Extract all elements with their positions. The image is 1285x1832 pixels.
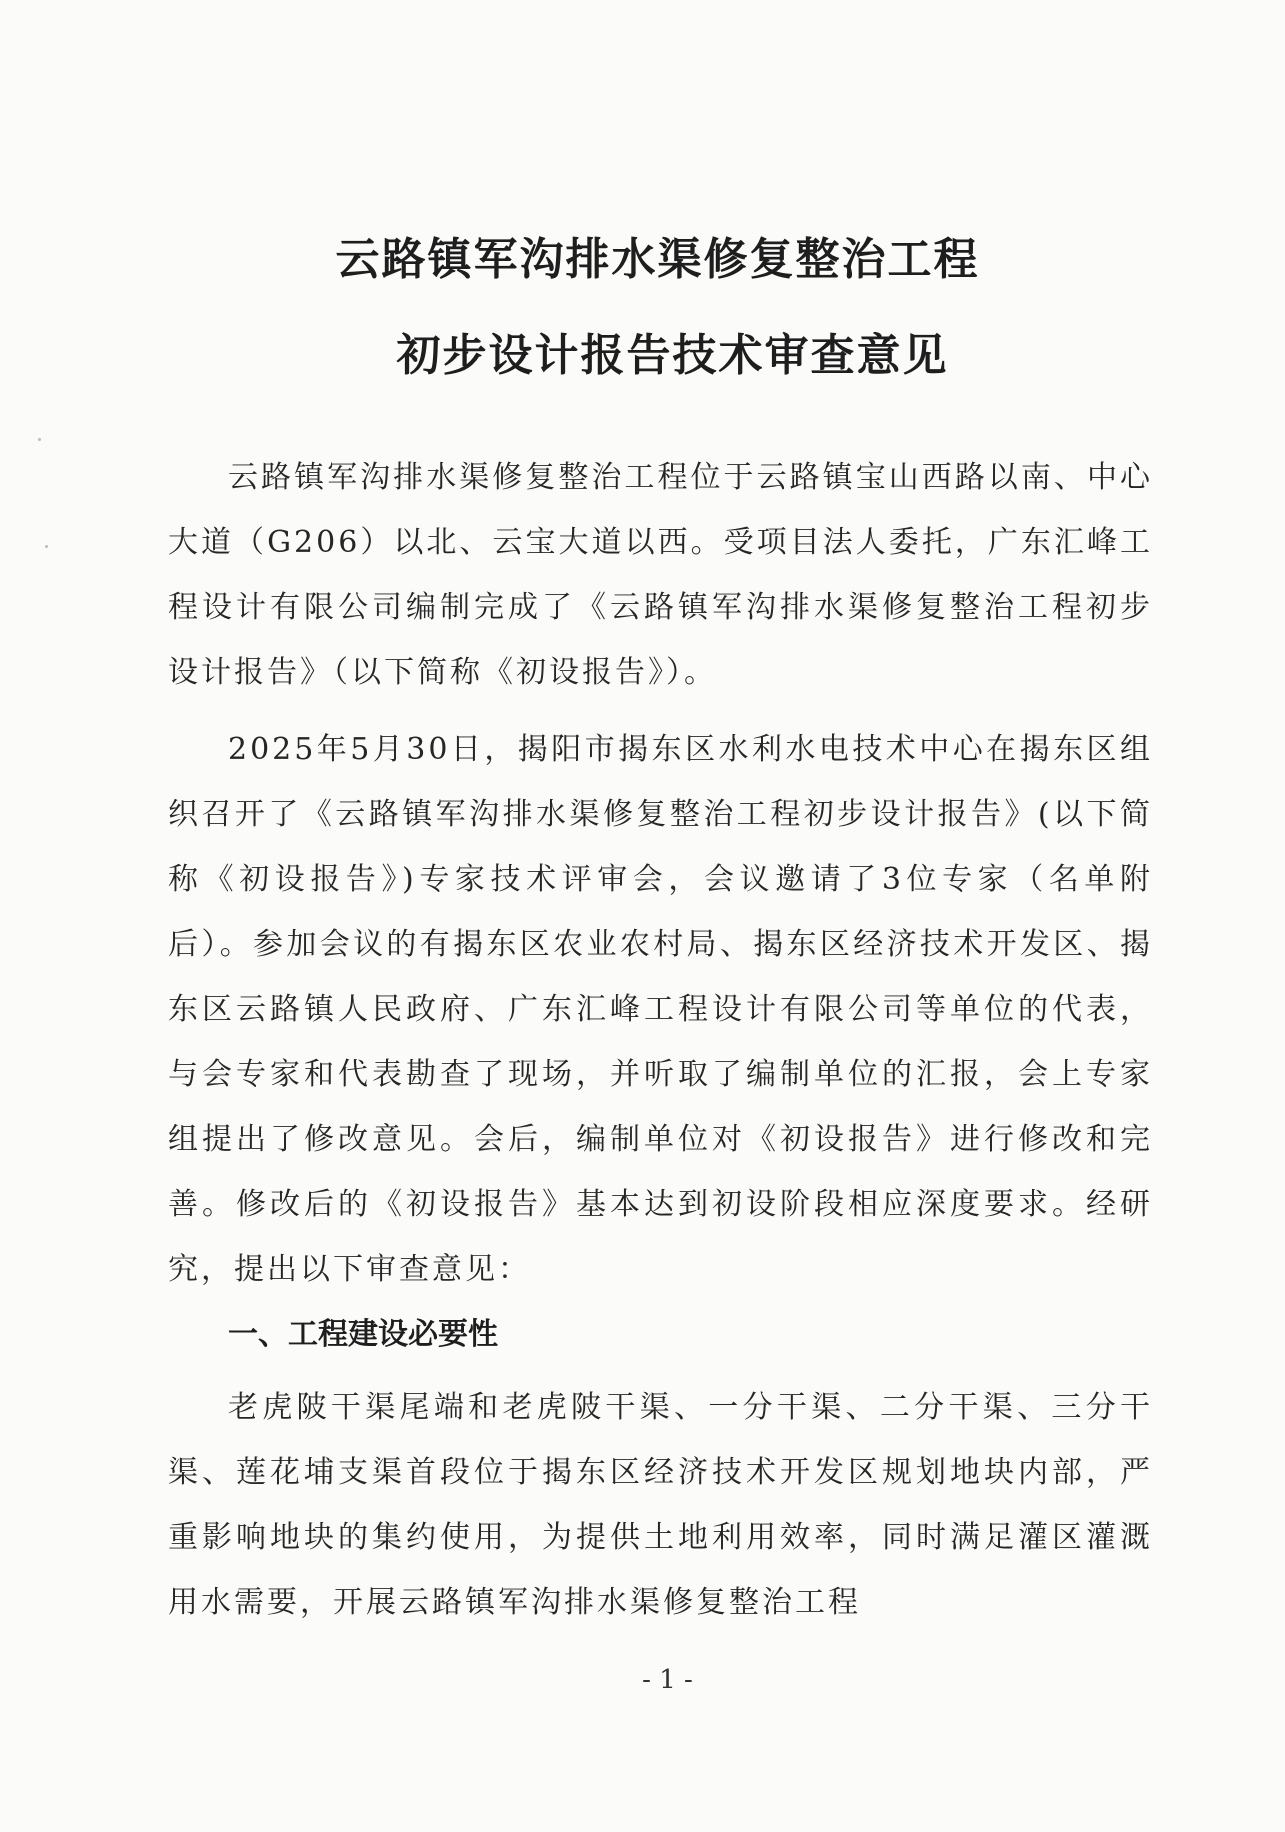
- paragraph-intro: 云路镇军沟排水渠修复整治工程位于云路镇宝山西路以南、中心大道（G206）以北、云宝大道以西。受项目法人委托，广东汇峰工程设计有限公司编制完成了《云路镇军沟排水渠修复整治工程初步设计报告》（以下简称《初设报告》）。: [168, 460, 1153, 690]
- scan-speck: [38, 438, 41, 441]
- document-body: [168, 445, 1153, 1635]
- document-title: [0, 212, 1285, 404]
- scan-speck: [45, 545, 48, 548]
- page-number: - 1 -: [642, 1665, 693, 1695]
- paragraph-meeting: 2025年5月30日，揭阳市揭东区水利水电技术中心在揭东区组织召开了《云路镇军沟排水渠修复整治工程初步设计报告》(以下简称《初设报告》)专家技术评审会，会议邀请了3位专家（名单附后）。参加会议的有揭东区农业农村局、揭东区经济技术开发区、揭东区云路镇人民政府、广东汇峰工程设计有限公司等单位的代表，与会专家和代表勘查了现场，并听取了编制单位的汇报，会上专家组提出了修改意见。会后，编制单位对《初设报告》进行修改和完善。修改后的《初设报告》基本达到初设阶段相应深度要求。经研究，提出以下审查意见：: [168, 732, 1153, 1287]
- title-line-2: 初步设计报告技术审查意见: [396, 330, 949, 381]
- paragraph-necessity: 老虎陂干渠尾端和老虎陂干渠、一分干渠、二分干渠、三分干渠、莲花埔支渠首段位于揭东区经济技术开发区规划地块内部，严重影响地块的集约使用，为提供土地利用效率，同时满足灌区灌溉用水需要，开展云路镇军沟排水渠修复整治工程: [168, 1390, 1153, 1620]
- title-line-1: 云路镇军沟排水渠修复整治工程: [335, 234, 980, 285]
- section-heading: 一、工程建设必要性: [228, 1317, 498, 1352]
